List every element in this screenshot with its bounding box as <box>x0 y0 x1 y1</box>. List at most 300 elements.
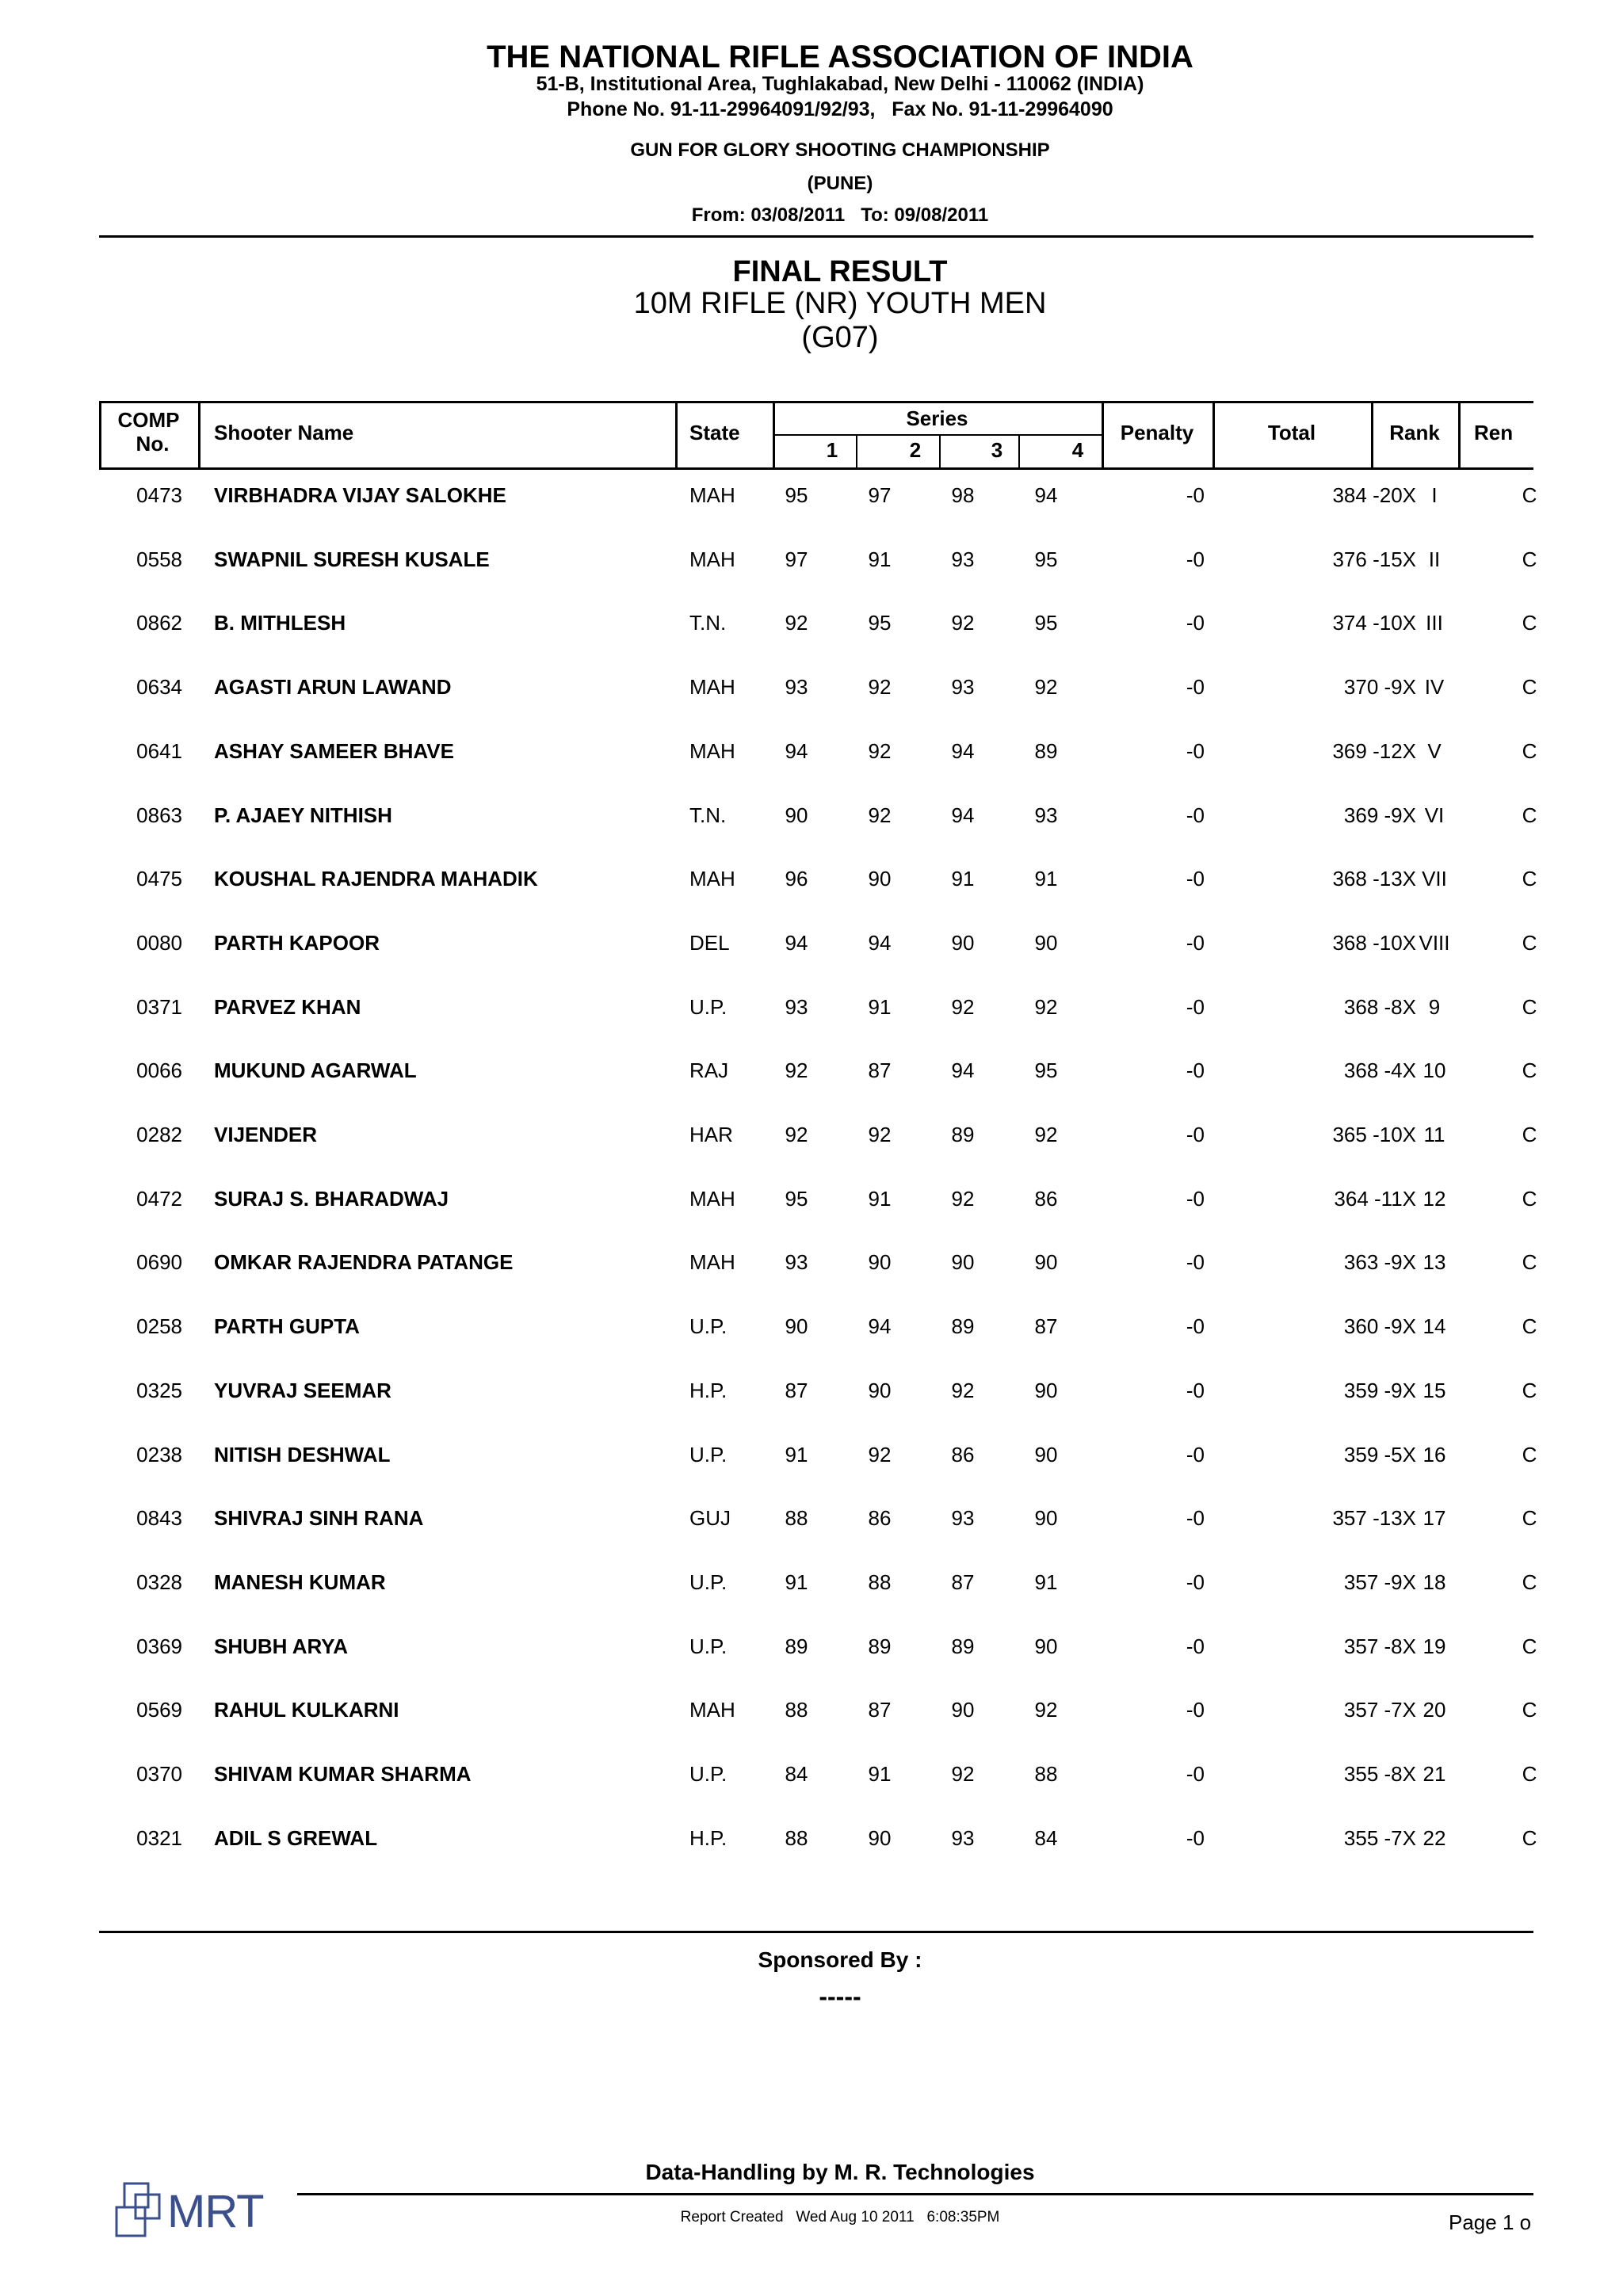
series-3-score: 93 <box>951 1506 975 1531</box>
series-1-score: 89 <box>785 1634 808 1658</box>
penalty: -0 <box>1186 930 1205 955</box>
series-1-score: 92 <box>785 611 808 635</box>
series-1-score: 92 <box>785 1058 808 1083</box>
result-title: FINAL RESULT <box>732 255 948 288</box>
table-row <box>99 479 1537 511</box>
col-header-comp: COMP <box>117 408 180 432</box>
state: MAH <box>689 1186 735 1211</box>
series-2-score: 91 <box>868 1186 892 1211</box>
series-2-score: 92 <box>868 675 892 700</box>
event-name: 10M RIFLE (NR) YOUTH MEN <box>633 287 1047 320</box>
penalty: -0 <box>1186 1250 1205 1275</box>
series-4-score: 86 <box>1034 1186 1058 1211</box>
series-3-score: 90 <box>951 1250 975 1275</box>
series-1-score: 95 <box>785 483 808 507</box>
comp-no: 0472 <box>136 1186 182 1211</box>
series-4-score: 92 <box>1034 1698 1058 1722</box>
series-3-score: 93 <box>951 547 975 571</box>
series-3-score: 94 <box>951 738 975 763</box>
series-4-score: 90 <box>1034 1442 1058 1466</box>
total-score: 369 -9X <box>1343 803 1416 827</box>
series-col-border <box>856 435 857 467</box>
series-3-score: 92 <box>951 1186 975 1211</box>
series-1-score: 92 <box>785 1123 808 1146</box>
rank: 13 <box>1423 1250 1446 1275</box>
page-number: Page 1 o <box>1449 2210 1532 2234</box>
rank: 19 <box>1423 1634 1446 1658</box>
penalty: -0 <box>1186 1186 1205 1211</box>
series-4-score: 90 <box>1034 1506 1058 1531</box>
total-score: 364 -11X <box>1334 1186 1416 1211</box>
series-1-score: 91 <box>785 1569 808 1594</box>
series-4-score: 95 <box>1034 611 1058 635</box>
data-handling-credit: Data-Handling by M. R. Technologies <box>645 2160 1035 2184</box>
remarks: C <box>1522 611 1537 635</box>
rank: I <box>1431 483 1438 507</box>
series-4-score: 90 <box>1034 930 1058 955</box>
org-address: 51-B, Institutional Area, Tughlakabad, New Delhi - 110062 (INDIA) <box>536 73 1144 95</box>
penalty: -0 <box>1186 1442 1205 1466</box>
penalty: -0 <box>1186 1123 1205 1146</box>
shooter-name: PARTH KAPOOR <box>214 930 380 955</box>
series-3-score: 91 <box>951 867 975 891</box>
series-2-score: 92 <box>868 803 892 827</box>
table-row <box>99 735 1537 767</box>
event-dates: From: 03/08/2011 To: 09/08/2011 <box>691 204 989 226</box>
state: MAH <box>689 1698 735 1722</box>
col-header-series: Series <box>906 406 968 430</box>
footer-divider <box>99 1931 1533 1933</box>
total-score: 359 -9X <box>1343 1378 1416 1402</box>
rank: 17 <box>1423 1506 1446 1531</box>
series-4-score: 90 <box>1034 1378 1058 1402</box>
series-3-score: 98 <box>951 483 975 507</box>
total-score: 365 -10X <box>1332 1123 1416 1146</box>
total-score: 360 -9X <box>1343 1314 1416 1339</box>
state: MAH <box>689 867 735 891</box>
series-subheader-line <box>773 434 1102 436</box>
table-row <box>99 1375 1537 1406</box>
state: U.P. <box>689 1442 727 1466</box>
series-2-score: 86 <box>868 1506 892 1531</box>
penalty: -0 <box>1186 1698 1205 1722</box>
series-1-score: 93 <box>785 994 808 1019</box>
col-border <box>675 403 678 467</box>
mrt-logo <box>115 2180 281 2244</box>
series-2-score: 90 <box>868 867 892 891</box>
comp-no: 0080 <box>136 930 182 955</box>
rank: V <box>1427 738 1442 763</box>
series-4-score: 92 <box>1034 675 1058 700</box>
table-row <box>99 991 1537 1023</box>
state: U.P. <box>689 1762 727 1786</box>
shooter-name: MUKUND AGARWAL <box>214 1058 417 1083</box>
remarks: C <box>1522 994 1537 1019</box>
state: T.N. <box>689 611 727 635</box>
comp-no: 0321 <box>136 1825 182 1850</box>
series-1-score: 88 <box>785 1506 808 1531</box>
series-2-score: 90 <box>868 1825 892 1850</box>
remarks: C <box>1522 547 1537 571</box>
table-row <box>99 1246 1537 1278</box>
shooter-name: SHIVRAJ SINH RANA <box>214 1506 424 1531</box>
series-4-score: 84 <box>1034 1825 1058 1850</box>
series-col-border <box>1018 435 1020 467</box>
penalty: -0 <box>1186 1825 1205 1850</box>
remarks: C <box>1522 1506 1537 1531</box>
series-1-score: 93 <box>785 1250 808 1275</box>
penalty: -0 <box>1186 483 1205 507</box>
series-3-score: 86 <box>951 1442 975 1466</box>
state: GUJ <box>689 1506 731 1531</box>
series-1-score: 94 <box>785 930 808 955</box>
penalty: -0 <box>1186 1762 1205 1786</box>
series-4-score: 91 <box>1034 1569 1058 1594</box>
rank: II <box>1428 547 1441 571</box>
state: MAH <box>689 547 735 571</box>
comp-no: 0634 <box>136 675 182 700</box>
series-4-score: 95 <box>1034 1058 1058 1083</box>
series-2-score: 87 <box>868 1058 892 1083</box>
series-2-score: 94 <box>868 930 892 955</box>
comp-no: 0558 <box>136 547 182 571</box>
total-score: 359 -5X <box>1343 1442 1416 1466</box>
penalty: -0 <box>1186 1378 1205 1402</box>
table-row <box>99 1694 1537 1726</box>
table-row <box>99 607 1537 639</box>
col-header-series-1: 1 <box>826 438 838 462</box>
penalty: -0 <box>1186 1506 1205 1531</box>
remarks: C <box>1522 1698 1537 1722</box>
rank: VI <box>1424 803 1445 827</box>
series-4-score: 92 <box>1034 1123 1058 1146</box>
comp-no: 0641 <box>136 738 182 763</box>
comp-no: 0325 <box>136 1378 182 1402</box>
shooter-name: AGASTI ARUN LAWAND <box>214 675 452 700</box>
comp-no: 0843 <box>136 1506 182 1531</box>
table-row <box>99 1119 1537 1150</box>
total-score: 369 -12X <box>1332 738 1416 763</box>
total-score: 355 -8X <box>1343 1762 1416 1786</box>
series-4-score: 93 <box>1034 803 1058 827</box>
series-2-score: 92 <box>868 1442 892 1466</box>
table-row <box>99 1055 1537 1086</box>
series-3-score: 92 <box>951 1762 975 1786</box>
table-row <box>99 1630 1537 1662</box>
remarks: C <box>1522 675 1537 700</box>
remarks: C <box>1522 1378 1537 1402</box>
col-header-state: State <box>689 421 740 444</box>
sponsor-name: ----- <box>819 1982 861 2011</box>
series-2-score: 91 <box>868 1762 892 1786</box>
series-3-score: 90 <box>951 930 975 955</box>
rank: 10 <box>1423 1058 1446 1083</box>
col-header-penalty: Penalty <box>1120 421 1194 444</box>
results-table-header <box>99 401 1533 470</box>
penalty: -0 <box>1186 738 1205 763</box>
remarks: C <box>1522 738 1537 763</box>
series-2-score: 90 <box>868 1250 892 1275</box>
state: RAJ <box>689 1058 729 1083</box>
comp-no: 0328 <box>136 1569 182 1594</box>
shooter-name: SHUBH ARYA <box>214 1634 349 1658</box>
remarks: C <box>1522 1442 1537 1466</box>
series-1-score: 88 <box>785 1698 808 1722</box>
shooter-name: PARVEZ KHAN <box>214 994 361 1019</box>
rank: VII <box>1422 867 1447 891</box>
state: U.P. <box>689 1569 727 1594</box>
series-3-score: 94 <box>951 1058 975 1083</box>
series-4-score: 91 <box>1034 867 1058 891</box>
series-3-score: 89 <box>951 1314 975 1339</box>
series-3-score: 90 <box>951 1698 975 1722</box>
series-3-score: 89 <box>951 1634 975 1658</box>
series-3-score: 92 <box>951 994 975 1019</box>
series-2-score: 91 <box>868 547 892 571</box>
series-2-score: 90 <box>868 1378 892 1402</box>
mrt-logo-text: MRT <box>167 2186 264 2237</box>
series-2-score: 89 <box>868 1634 892 1658</box>
shooter-name: OMKAR RAJENDRA PATANGE <box>214 1250 514 1275</box>
total-score: 355 -7X <box>1343 1825 1416 1850</box>
remarks: C <box>1522 1569 1537 1594</box>
shooter-name: VIRBHADRA VIJAY SALOKHE <box>214 483 506 507</box>
remarks: C <box>1522 1825 1537 1850</box>
remarks: C <box>1522 867 1537 891</box>
series-1-score: 93 <box>785 675 808 700</box>
series-3-score: 92 <box>951 611 975 635</box>
col-border <box>1458 403 1461 467</box>
series-1-score: 91 <box>785 1442 808 1466</box>
penalty: -0 <box>1186 994 1205 1019</box>
shooter-name: YUVRAJ SEEMAR <box>214 1378 391 1402</box>
championship-name: GUN FOR GLORY SHOOTING CHAMPIONSHIP <box>630 139 1050 161</box>
col-header-series-4: 4 <box>1071 438 1084 462</box>
series-4-score: 90 <box>1034 1250 1058 1275</box>
series-4-score: 94 <box>1034 483 1058 507</box>
total-score: 368 -13X <box>1332 867 1416 891</box>
state: T.N. <box>689 803 727 827</box>
comp-no: 0569 <box>136 1698 182 1722</box>
total-score: 368 -4X <box>1343 1058 1416 1083</box>
state: HAR <box>689 1123 733 1146</box>
comp-no: 0066 <box>136 1058 182 1083</box>
rank: 21 <box>1423 1762 1446 1786</box>
footer-rule <box>297 2193 1533 2195</box>
penalty: -0 <box>1186 1314 1205 1339</box>
state: MAH <box>689 1250 735 1275</box>
series-3-score: 89 <box>951 1123 975 1146</box>
header-divider <box>99 235 1533 238</box>
series-2-score: 92 <box>868 738 892 763</box>
rank: 14 <box>1423 1314 1446 1339</box>
series-4-score: 90 <box>1034 1634 1058 1658</box>
table-row <box>99 1439 1537 1470</box>
table-row <box>99 671 1537 703</box>
rank: 9 <box>1428 994 1441 1019</box>
series-4-score: 88 <box>1034 1762 1058 1786</box>
total-score: 357 -13X <box>1332 1506 1416 1531</box>
total-score: 357 -8X <box>1343 1634 1416 1658</box>
col-header-comp-no: No. <box>136 432 170 456</box>
total-score: 368 -8X <box>1343 994 1416 1019</box>
series-3-score: 93 <box>951 1825 975 1850</box>
series-1-score: 90 <box>785 803 808 827</box>
comp-no: 0690 <box>136 1250 182 1275</box>
col-header-series-3: 3 <box>991 438 1003 462</box>
series-2-score: 92 <box>868 1123 892 1146</box>
comp-no: 0369 <box>136 1634 182 1658</box>
comp-no: 0282 <box>136 1123 182 1146</box>
total-score: 368 -10X <box>1332 930 1416 955</box>
remarks: C <box>1522 803 1537 827</box>
org-name: THE NATIONAL RIFLE ASSOCIATION OF INDIA <box>487 40 1193 74</box>
table-row <box>99 1183 1537 1215</box>
rank: 11 <box>1423 1123 1445 1146</box>
series-1-score: 84 <box>785 1762 808 1786</box>
remarks: C <box>1522 1250 1537 1275</box>
shooter-name: ADIL S GREWAL <box>214 1825 378 1850</box>
series-1-score: 90 <box>785 1314 808 1339</box>
series-col-border <box>939 435 941 467</box>
sponsored-label: Sponsored By : <box>758 1947 922 1972</box>
penalty: -0 <box>1186 867 1205 891</box>
rank: 15 <box>1423 1378 1446 1402</box>
remarks: C <box>1522 1762 1537 1786</box>
penalty: -0 <box>1186 1058 1205 1083</box>
shooter-name: PARTH GUPTA <box>214 1314 360 1339</box>
total-score: 363 -9X <box>1343 1250 1416 1275</box>
total-score: 376 -15X <box>1332 547 1416 571</box>
series-2-score: 87 <box>868 1698 892 1722</box>
comp-no: 0371 <box>136 994 182 1019</box>
shooter-name: SWAPNIL SURESH KUSALE <box>214 547 490 571</box>
penalty: -0 <box>1186 803 1205 827</box>
total-score: 384 -20X <box>1332 483 1416 507</box>
series-1-score: 88 <box>785 1825 808 1850</box>
shooter-name: SHIVAM KUMAR SHARMA <box>214 1762 472 1786</box>
shooter-name: ASHAY SAMEER BHAVE <box>214 738 454 763</box>
state: U.P. <box>689 994 727 1019</box>
col-header-remarks: Ren <box>1474 421 1514 444</box>
total-score: 357 -7X <box>1343 1698 1416 1722</box>
rank: 16 <box>1423 1442 1446 1466</box>
series-4-score: 95 <box>1034 547 1058 571</box>
comp-no: 0258 <box>136 1314 182 1339</box>
shooter-name: P. AJAEY NITHISH <box>214 803 392 827</box>
series-4-score: 89 <box>1034 738 1058 763</box>
rank: IV <box>1424 675 1445 700</box>
series-3-score: 87 <box>951 1569 975 1594</box>
table-row <box>99 863 1537 894</box>
remarks: C <box>1522 1058 1537 1083</box>
table-row <box>99 1566 1537 1598</box>
col-header-total: Total <box>1267 421 1316 444</box>
penalty: -0 <box>1186 611 1205 635</box>
remarks: C <box>1522 1314 1537 1339</box>
total-score: 374 -10X <box>1332 611 1416 635</box>
table-row <box>99 1822 1537 1854</box>
shooter-name: MANESH KUMAR <box>214 1569 386 1594</box>
col-header-series-2: 2 <box>909 438 922 462</box>
state: U.P. <box>689 1314 727 1339</box>
series-3-score: 93 <box>951 675 975 700</box>
penalty: -0 <box>1186 547 1205 571</box>
table-row <box>99 799 1537 831</box>
state: MAH <box>689 675 735 700</box>
series-2-score: 95 <box>868 611 892 635</box>
state: H.P. <box>689 1378 727 1402</box>
state: H.P. <box>689 1825 727 1850</box>
org-phone: Phone No. 91-11-29964091/92/93, Fax No. 91-11-29964090 <box>567 98 1113 120</box>
table-row <box>99 927 1537 959</box>
shooter-name: SURAJ S. BHARADWAJ <box>214 1186 449 1211</box>
col-header-name: Shooter Name <box>214 421 354 444</box>
rank: III <box>1426 611 1443 635</box>
shooter-name: VIJENDER <box>214 1123 318 1146</box>
remarks: C <box>1522 483 1537 507</box>
comp-no: 0862 <box>136 611 182 635</box>
shooter-name: KOUSHAL RAJENDRA MAHADIK <box>214 867 538 891</box>
series-2-score: 88 <box>868 1569 892 1594</box>
table-row <box>99 543 1537 575</box>
remarks: C <box>1522 1634 1537 1658</box>
comp-no: 0370 <box>136 1762 182 1786</box>
comp-no: 0238 <box>136 1442 182 1466</box>
event-code: (G07) <box>801 321 879 354</box>
series-2-score: 97 <box>868 483 892 507</box>
rank: 18 <box>1423 1569 1446 1594</box>
venue: (PUNE) <box>807 173 873 194</box>
report-created: Report Created Wed Aug 10 2011 6:08:35PM <box>680 2209 1000 2225</box>
comp-no: 0475 <box>136 867 182 891</box>
rank: 22 <box>1423 1825 1446 1850</box>
state: MAH <box>689 483 735 507</box>
shooter-name: RAHUL KULKARNI <box>214 1698 399 1722</box>
comp-no: 0863 <box>136 803 182 827</box>
shooter-name: B. MITHLESH <box>214 611 346 635</box>
comp-no: 0473 <box>136 483 182 507</box>
table-row <box>99 1310 1537 1342</box>
penalty: -0 <box>1186 1634 1205 1658</box>
state: MAH <box>689 738 735 763</box>
remarks: C <box>1522 930 1537 955</box>
remarks: C <box>1522 1123 1537 1146</box>
series-1-score: 94 <box>785 738 808 763</box>
state: DEL <box>689 930 730 955</box>
series-1-score: 87 <box>785 1378 808 1402</box>
shooter-name: NITISH DESHWAL <box>214 1442 391 1466</box>
rank: VIII <box>1419 930 1450 955</box>
penalty: -0 <box>1186 675 1205 700</box>
series-1-score: 96 <box>785 867 808 891</box>
series-3-score: 92 <box>951 1378 975 1402</box>
penalty: -0 <box>1186 1569 1205 1594</box>
state: U.P. <box>689 1634 727 1658</box>
total-score: 357 -9X <box>1343 1569 1416 1594</box>
total-score: 370 -9X <box>1343 675 1416 700</box>
remarks: C <box>1522 1186 1537 1211</box>
series-4-score: 92 <box>1034 994 1058 1019</box>
table-row <box>99 1502 1537 1534</box>
table-row <box>99 1758 1537 1790</box>
series-1-score: 95 <box>785 1186 808 1211</box>
series-3-score: 94 <box>951 803 975 827</box>
col-header-rank: Rank <box>1389 421 1440 444</box>
rank: 12 <box>1423 1186 1446 1211</box>
rank: 20 <box>1423 1698 1446 1722</box>
series-1-score: 97 <box>785 547 808 571</box>
